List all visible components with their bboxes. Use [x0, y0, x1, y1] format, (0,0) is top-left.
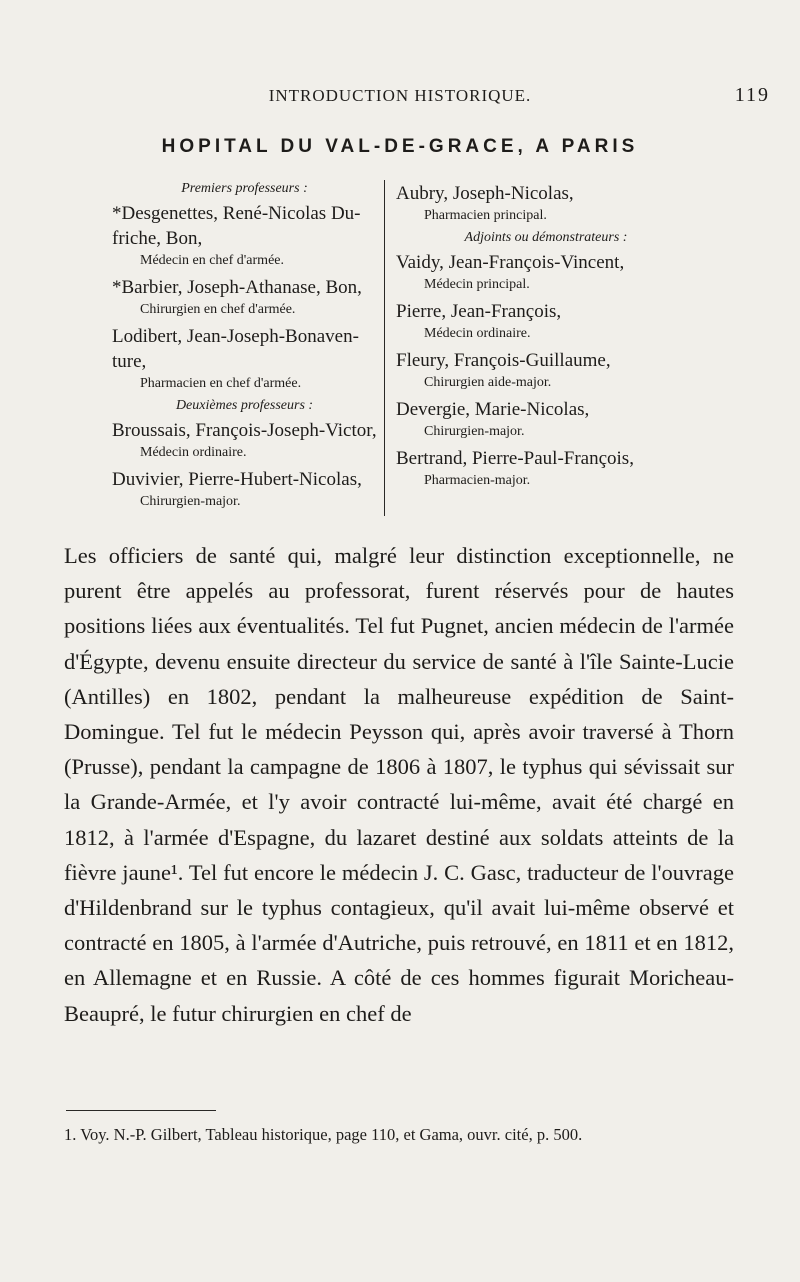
list-item	[112, 418, 377, 463]
entry-name: *Desgenettes, René-Nicolas Du-friche, Bon,	[112, 203, 361, 249]
entry-role: Chirurgien-major.	[140, 494, 241, 509]
entry-name: Lodibert, Jean-Joseph-Bonaven-ture,	[112, 326, 359, 372]
entry-name: *Barbier, Joseph-Athanase, Bon,	[112, 277, 362, 298]
left-column	[112, 181, 377, 516]
list-item	[112, 467, 377, 512]
page-number: 119	[734, 84, 770, 106]
list-item	[396, 446, 696, 491]
list-item	[112, 324, 377, 394]
entry-name: Pierre, Jean-François,	[396, 301, 562, 322]
entry-name: Vaidy, Jean-François-Vincent,	[396, 252, 625, 273]
list-item	[396, 348, 696, 393]
entry-name: Aubry, Joseph-Nicolas,	[396, 183, 574, 204]
running-title: INTRODUCTION HISTORIQUE.	[268, 86, 532, 105]
entry-name: Duvivier, Pierre-Hubert-Nicolas,	[112, 469, 362, 490]
entry-name: Bertrand, Pierre-Paul-François,	[396, 448, 634, 469]
right-heading-assistants: Adjoints ou démonstrateurs :	[464, 230, 628, 245]
entry-role: Médecin ordinaire.	[140, 445, 247, 460]
entry-role: Chirurgien aide-major.	[424, 375, 552, 390]
left-heading-first-professors: Premiers professeurs :	[181, 181, 308, 196]
footnote: 1. Voy. N.-P. Gilbert, Tableau historique, page 110, et Gama, ouvr. cité, p. 500.	[64, 1125, 583, 1144]
list-item	[396, 299, 696, 344]
list-item	[396, 397, 696, 442]
footnote-rule	[66, 1110, 216, 1111]
entry-role: Chirurgien-major.	[424, 424, 525, 439]
list-item	[112, 275, 377, 320]
list-item	[396, 250, 696, 295]
body-paragraph: Les officiers de santé qui, malgré leur distinction exceptionnelle, ne purent être appelés au professorat, furent réservés pour de hautes positions liées aux éventualités. Tel fut Pugnet, ancien médecin de l'armée d'Égypte, devenu ensuite directeur du service de santé à l'île Sainte-Lucie (Antilles) en 1802, pendant la malheureuse expédition de Saint-Domingue. Tel fut le médecin Peysson qui, après avoir traversé à Thorn (Prusse), pendant la campagne de 1806 à 1807, le typhus qui sévissait sur la Grande-Armée, et l'y avoir contracté lui-même, avait été chargé en 1812, à l'armée d'Espagne, du lazaret destiné aux soldats atteints de la fièvre jaune¹. Tel fut encore le médecin J. C. Gasc, traducteur de l'ouvrage d'Hildenbrand sur le typhus contagieux, qu'il avait lui-même observé et contracté en 1805, à l'armée d'Autriche, puis retrouvé, en 1811 et en 1812, en Allemagne et en Russie. A côté de ces hommes figurait Moricheau-Beaupré, le futur chirurgien en chef de	[64, 543, 734, 1026]
section-title: HOPITAL DU VAL-DE-GRACE, A PARIS	[161, 136, 639, 157]
entry-role: Pharmacien-major.	[424, 473, 531, 488]
entry-role: Médecin principal.	[424, 277, 530, 292]
left-heading-second-professors: Deuxièmes professeurs :	[175, 398, 314, 413]
entry-role: Pharmacien principal.	[424, 208, 547, 223]
entry-name: Fleury, François-Guillaume,	[396, 350, 611, 371]
list-item	[112, 201, 377, 271]
entry-name: Broussais, François-Joseph-Victor,	[112, 420, 377, 441]
list-item	[396, 181, 696, 226]
entry-name: Devergie, Marie-Nicolas,	[396, 399, 590, 420]
column-divider	[384, 180, 385, 516]
right-column	[396, 181, 696, 495]
entry-role: Pharmacien en chef d'armée.	[140, 376, 302, 391]
entry-role: Médecin ordinaire.	[424, 326, 531, 341]
entry-role: Médecin en chef d'armée.	[140, 253, 284, 268]
entry-role: Chirurgien en chef d'armée.	[140, 302, 296, 317]
